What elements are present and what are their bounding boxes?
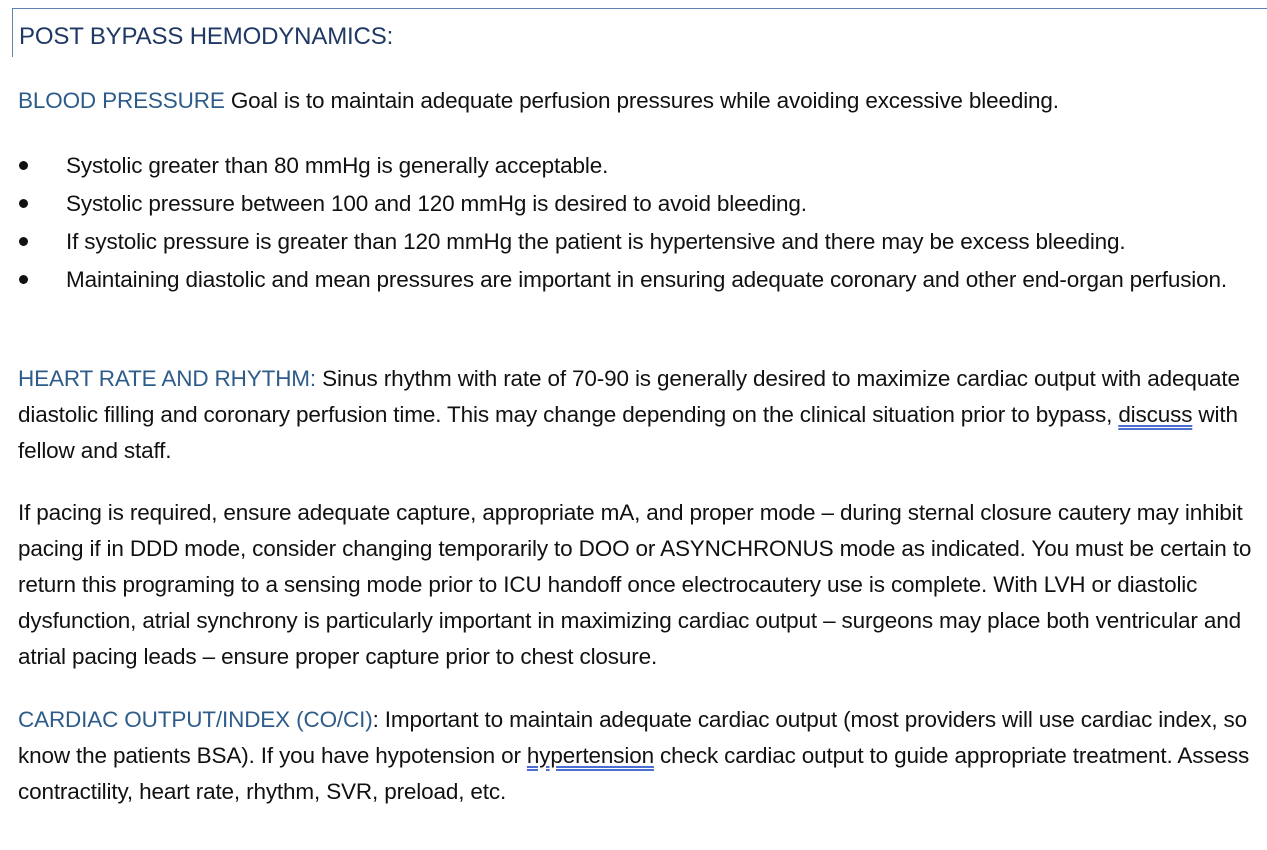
blood-pressure-text: Goal is to maintain adequate perfusion pressures while avoiding excessive bleeding. — [224, 88, 1059, 113]
heart-rate-text: Sinus rhythm with rate of 70-90 is generally desired to maximize cardiac output with adequate diastolic filling and coronary perfusion time. This may change depending on the clinical situation prior to bypass, — [18, 366, 1240, 427]
hypertension-proofing-mark: hypertension — [526, 743, 654, 768]
cardiac-output-text: : Important to maintain adequate cardiac output (most providers will use cardiac index, so know the patients BSA). If you have hypotension or — [18, 707, 1248, 768]
blood-pressure-label: BLOOD PRESSURE — [18, 88, 225, 113]
list-item — [0, 148, 1250, 184]
bullet-text: Systolic pressure between 100 and 120 mmHg is desired to avoid bleeding. — [66, 191, 807, 216]
cardiac-output-text-end: check cardiac output to guide appropriate treatment. Assess contractility, heart rate, rhythm, SVR, preload, etc. — [18, 743, 1250, 804]
bullet-text: Systolic greater than 80 mmHg is generally acceptable. — [66, 153, 609, 178]
heart-rate-text-end: with fellow and staff. — [18, 402, 1238, 463]
pacing-paragraph — [18, 495, 1263, 675]
pacing-text: If pacing is required, ensure adequate capture, appropriate mA, and proper mode – during sternal closure cautery may inhibit pacing if in DDD mode, consider changing temporarily to DOO or ASYNCHRONUS mode as indicated. You must be certain to return this programing to a sensing mode prior to ICU handoff once electrocautery use is complete. With LVH or diastolic dysfunction, atrial synchrony is particularly important in maximizing cardiac output – surgeons may place both ventricular and atrial pacing leads – ensure proper capture prior to chest closure. — [18, 500, 1252, 669]
heart-rate-label: HEART RATE AND RHYTHM: — [18, 366, 316, 391]
blood-pressure-bullet-list — [0, 148, 1250, 300]
heading-border-left — [12, 8, 13, 57]
discuss-proofing-mark: discuss — [1118, 402, 1193, 427]
blood-pressure-paragraph — [18, 83, 1263, 119]
bullet-text: Maintaining diastolic and mean pressures are important in ensuring adequate coronary and other end-organ perfusion. — [66, 267, 1227, 292]
bullet-icon — [19, 275, 28, 284]
list-item — [0, 186, 1250, 222]
heading-border-top — [12, 8, 1267, 9]
list-item — [0, 262, 1250, 298]
cardiac-output-paragraph — [18, 702, 1263, 810]
bullet-icon — [19, 161, 28, 170]
bullet-text: If systolic pressure is greater than 120 mmHg the patient is hypertensive and there may be excess bleeding. — [66, 229, 1126, 254]
bullet-icon — [19, 199, 28, 208]
page-title: POST BYPASS HEMODYNAMICS: — [19, 23, 394, 50]
bullet-icon — [19, 237, 28, 246]
heart-rate-paragraph — [18, 361, 1263, 469]
cardiac-output-label: CARDIAC OUTPUT/INDEX (CO/CI) — [18, 707, 373, 732]
list-item — [0, 224, 1250, 260]
